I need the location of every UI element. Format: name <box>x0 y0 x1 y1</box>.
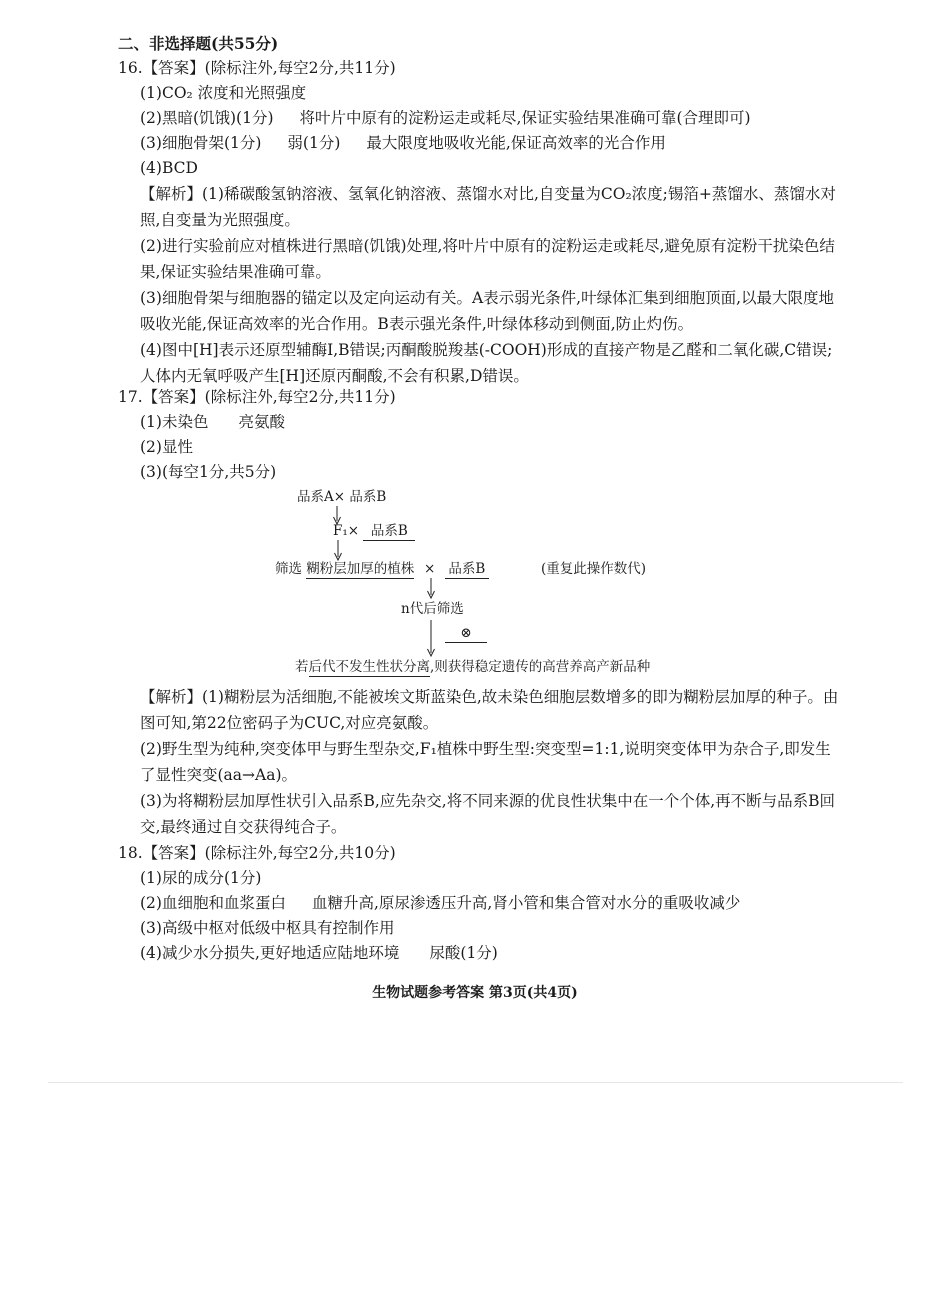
q17-heading: 17.【答案】(除标注外,每空2分,共11分) <box>118 388 396 406</box>
q18-answer-2-part1: (2)血细胞和血浆蛋白 <box>140 894 286 912</box>
q18-answer-4-part2: 尿酸(1分) <box>429 944 498 962</box>
q17-answer-3: (3)(每空1分,共5分) <box>140 463 277 481</box>
q16-answer-2 <box>140 107 751 129</box>
q16-answer-3 <box>140 132 666 154</box>
q17-answer-1 <box>140 411 285 433</box>
q18-answer-1: (1)尿的成分(1分) <box>140 869 262 887</box>
diagram-result-condition: 后代不发生性状分离 <box>308 659 430 675</box>
page-separator <box>48 1082 903 1083</box>
q16-answer-3-part1: (3)细胞骨架(1分) <box>140 134 262 152</box>
q16-explanation-2: (2)进行实验前应对植株进行黑暗(饥饿)处理,将叶片中原有的淀粉运走或耗尽,避免原有淀粉干扰染色结果,保证实验结果准确可靠。 <box>140 237 835 281</box>
diagram-result-prefix: 若 <box>295 659 309 675</box>
q17-explanation-1: 【解析】(1)糊粉层为活细胞,不能被埃文斯蓝染色,故未染色细胞层数增多的即为糊粉层加厚的种子。由图可知,第22位密码子为CUC,对应亮氨酸。 <box>140 688 839 732</box>
q16-answer-3-part3: 最大限度地吸收光能,保证高效率的光合作用 <box>366 134 666 152</box>
q16-explanation-1: 【解析】(1)稀碳酸氢钠溶液、氢氧化钠溶液、蒸馏水对比,自变量为CO₂浓度;锡箔+蒸馏水、蒸馏水对照,自变量为光照强度。 <box>140 185 836 229</box>
arrow-down-icon <box>426 578 436 600</box>
q16-explanation-4: (4)图中[H]表示还原型辅酶Ⅰ,B错误;丙酮酸脱羧基(-COOH)形成的直接产物是乙醛和二氧化碳,C错误;人体内无氧呼吸产生[H]还原丙酮酸,不会有积累,D错误。 <box>140 341 833 385</box>
diagram-screen-row <box>275 560 489 579</box>
diagram-result <box>295 658 650 677</box>
q16-explanation-3: (3)细胞骨架与细胞器的锚定以及定向运动有关。A表示弱光条件,叶绿体汇集到细胞顶面,以最大限度地吸收光能,保证高效率的光合作用。B表示强光条件,叶绿体移动到侧面,防止灼伤。 <box>140 289 835 333</box>
diagram-selfing-symbol: ⊗ <box>445 624 487 643</box>
diagram-result-suffix: ,则获得稳定遗传的高营养高产新品种 <box>430 659 651 675</box>
q16-answer-1: (1)CO₂ 浓度和光照强度 <box>140 84 307 102</box>
q17-answer-1-part2: 亮氨酸 <box>238 413 285 431</box>
arrow-down-icon <box>426 620 436 658</box>
q16-answer-2-part2: 将叶片中原有的淀粉运走或耗尽,保证实验结果准确可靠(合理即可) <box>299 109 751 127</box>
arrow-down-icon <box>333 540 343 562</box>
q17-answer-1-part1: (1)未染色 <box>140 413 209 431</box>
diagram-cross-ab: 品系A× 品系B <box>297 489 387 505</box>
q18-answer-3: (3)高级中枢对低级中枢具有控制作用 <box>140 919 395 937</box>
q16-heading: 16.【答案】(除标注外,每空2分,共11分) <box>118 59 396 77</box>
q18-answer-2 <box>140 892 740 914</box>
q17-answer-2: (2)显性 <box>140 438 193 456</box>
q18-heading: 18.【答案】(除标注外,每空2分,共10分) <box>118 844 396 862</box>
section-title: 二、非选择题(共55分) <box>118 34 279 53</box>
q17-explanation-2: (2)野生型为纯种,突变体甲与野生型杂交,F₁植株中野生型:突变型=1:1,说明突变体甲为杂合子,即发生了显性突变(aa→Aa)。 <box>140 740 831 784</box>
q16-answer-2-part1: (2)黑暗(饥饿)(1分) <box>140 109 274 127</box>
diagram-repeat-note: (重复此操作数代) <box>541 561 647 577</box>
q16-answer-4: (4)BCD <box>140 159 198 177</box>
diagram-screen-prefix: 筛选 <box>275 561 302 577</box>
q17-explanation-3: (3)为将糊粉层加厚性状引入品系B,应先杂交,将不同来源的优良性状集中在一个个体,再不断与品系B回交,最终通过自交获得纯合子。 <box>140 792 836 836</box>
diagram-times: × <box>423 561 436 577</box>
diagram-f1-cross <box>333 522 415 541</box>
q18-answer-2-part2: 血糖升高,原尿渗透压升高,肾小管和集合管对水分的重吸收减少 <box>311 894 741 912</box>
diagram-screen-partner: 品系B <box>445 560 489 579</box>
q16-answer-3-part2: 弱(1分) <box>287 134 341 152</box>
diagram-n-generations: n代后筛选 <box>401 601 464 617</box>
diagram-f1: F₁× <box>333 523 360 539</box>
q18-answer-4 <box>140 942 498 964</box>
q18-answer-4-part1: (4)减少水分损失,更好地适应陆地环境 <box>140 944 400 962</box>
diagram-f1-partner: 品系B <box>363 522 415 541</box>
diagram-screen-target: 糊粉层加厚的植株 <box>306 561 415 577</box>
page-footer: 生物试题参考答案 第3页(共4页) <box>372 985 578 1001</box>
